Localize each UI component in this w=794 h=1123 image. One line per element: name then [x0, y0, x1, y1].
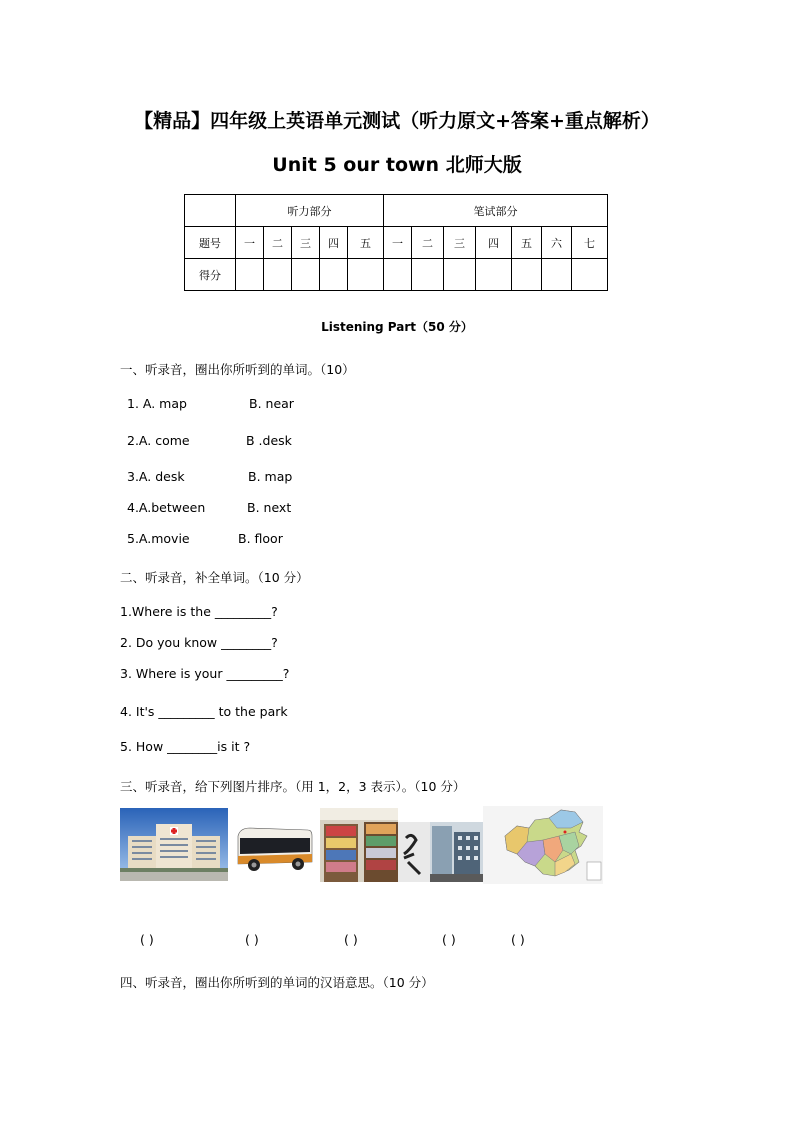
row-label-number: 题号 — [185, 227, 236, 259]
section3-heading: 三、听录音，给下列图片排序。（用 1，2，3 表示）。（10 分） — [120, 779, 466, 794]
listening-part-title: Listening Part（50 分） — [321, 320, 473, 334]
row-label-score: 得分 — [185, 259, 236, 291]
score-cell[interactable] — [572, 259, 608, 291]
score-cell[interactable] — [412, 259, 444, 291]
section4-heading: 四、听录音，圈出你所听到的单词的汉语意思。（10 分） — [120, 975, 434, 990]
section2-heading: 二、听录音，补全单词。（10 分） — [120, 570, 309, 585]
score-table-corner — [185, 195, 236, 227]
s2-item4[interactable]: 4. It's _________ to the park — [120, 704, 288, 719]
number-cell: 三 — [292, 227, 320, 259]
number-cell: 五 — [348, 227, 384, 259]
number-cell: 五 — [512, 227, 542, 259]
s1-item2-option-a[interactable]: 2.A. come — [127, 433, 190, 448]
number-cell: 一 — [236, 227, 264, 259]
writing-header: 笔试部分 — [384, 195, 608, 227]
bookstore-picture — [320, 808, 398, 882]
number-cell: 四 — [476, 227, 512, 259]
street-picture — [398, 822, 483, 882]
s1-item2-option-b[interactable]: B .desk — [246, 433, 292, 448]
s1-item3-option-b[interactable]: B. map — [248, 469, 293, 484]
s2-item1[interactable]: 1.Where is the _________? — [120, 604, 278, 619]
score-cell[interactable] — [476, 259, 512, 291]
picture3-answer-blank[interactable]: ( ) — [344, 932, 358, 947]
score-cell[interactable] — [236, 259, 264, 291]
number-cell: 二 — [264, 227, 292, 259]
score-cell[interactable] — [348, 259, 384, 291]
picture2-answer-blank[interactable]: ( ) — [245, 932, 259, 947]
score-cell[interactable] — [264, 259, 292, 291]
number-cell: 三 — [444, 227, 476, 259]
s1-item4-option-a[interactable]: 4.A.between — [127, 500, 206, 515]
s2-item3[interactable]: 3. Where is your _________? — [120, 666, 290, 681]
score-table — [184, 194, 608, 291]
picture5-answer-blank[interactable]: ( ) — [511, 932, 525, 947]
hospital-picture — [120, 808, 228, 881]
s2-item5[interactable]: 5. How ________is it ? — [120, 739, 251, 754]
s2-item2[interactable]: 2. Do you know ________? — [120, 635, 278, 650]
score-cell[interactable] — [542, 259, 572, 291]
score-cell[interactable] — [292, 259, 320, 291]
score-cell[interactable] — [320, 259, 348, 291]
s1-item3-option-a[interactable]: 3.A. desk — [127, 469, 185, 484]
s1-item5-option-b[interactable]: B. floor — [238, 531, 283, 546]
number-cell: 四 — [320, 227, 348, 259]
document-subtitle: Unit 5 our town 北师大版 — [272, 154, 522, 176]
s1-item4-option-b[interactable]: B. next — [247, 500, 292, 515]
s1-item1-option-a[interactable]: 1. A. map — [127, 396, 187, 411]
document-title: 【精品】四年级上英语单元测试（听力原文+答案+重点解析） — [134, 110, 660, 132]
china-map-picture — [483, 806, 603, 884]
score-cell[interactable] — [444, 259, 476, 291]
picture4-answer-blank[interactable]: ( ) — [442, 932, 456, 947]
section1-heading: 一、听录音，圈出你所听到的单词。（10） — [120, 362, 355, 377]
number-cell: 一 — [384, 227, 412, 259]
s1-item5-option-a[interactable]: 5.A.movie — [127, 531, 190, 546]
number-cell: 二 — [412, 227, 444, 259]
bus-picture — [232, 820, 314, 880]
score-cell[interactable] — [384, 259, 412, 291]
number-cell: 六 — [542, 227, 572, 259]
listening-header: 听力部分 — [236, 195, 384, 227]
number-cell: 七 — [572, 227, 608, 259]
score-cell[interactable] — [512, 259, 542, 291]
picture1-answer-blank[interactable]: ( ) — [140, 932, 154, 947]
s1-item1-option-b[interactable]: B. near — [249, 396, 294, 411]
